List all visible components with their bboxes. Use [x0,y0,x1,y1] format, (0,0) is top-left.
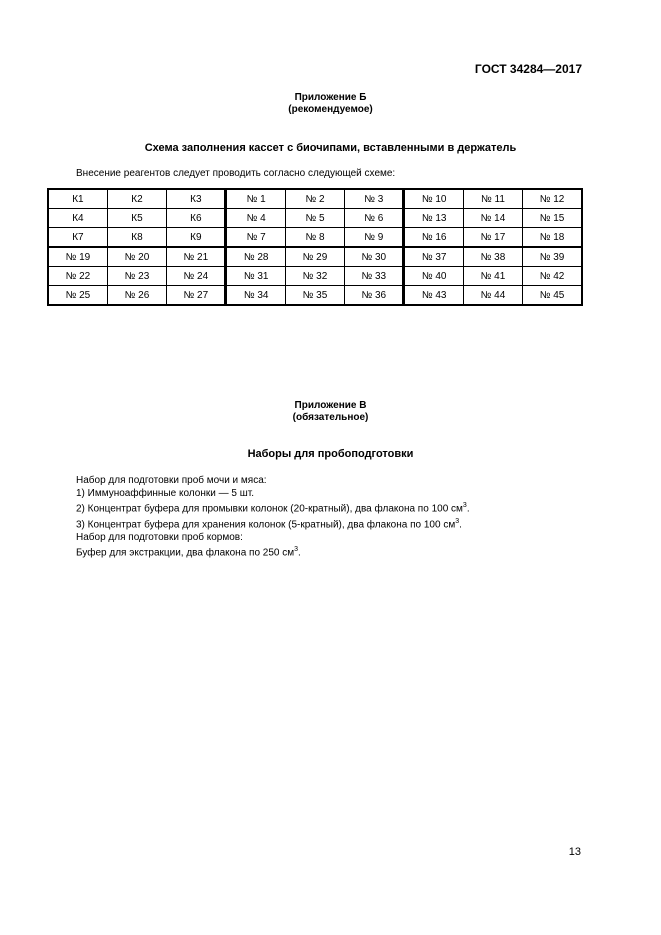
table-cell: № 26 [107,286,166,306]
list-item [76,532,470,545]
list-item-text: 2) Концентрат буфера для промывки колонок (20-кратный), два флакона по 100 см [76,503,463,515]
list-item [76,475,470,488]
page-number: 13 [568,846,581,858]
table-cell: № 38 [463,247,522,267]
table-cell: № 11 [463,189,522,209]
list-item: Буфер для экстракции, два флакона по 250 $см^3$. [76,546,301,559]
table-cell: К3 [167,189,226,209]
table-cell: № 27 [167,286,226,306]
table-cell: № 30 [345,247,404,267]
table-cell: № 17 [463,228,522,248]
annex-b-status: (рекомендуемое) [288,104,373,115]
table-cell: № 20 [107,247,166,267]
list-item-text: 1) Иммуноаффинные колонки — 5 шт. [76,487,254,499]
table-row [48,189,582,209]
table-cell: № 15 [523,209,582,228]
table-cell: № 32 [285,267,344,286]
table-cell: № 19 [48,247,107,267]
table-cell: К1 [48,189,107,209]
table-row [48,209,582,228]
table-cell: № 5 [285,209,344,228]
list-item-text: Набор для подготовки проб мочи и мяса: [76,475,267,486]
table-cell: № 42 [523,267,582,286]
table-cell: № 9 [345,228,404,248]
list-item [76,488,470,501]
table-cell: № 7 [226,228,285,248]
table-cell: К6 [167,209,226,228]
annex-b-title: Приложение Б [294,92,367,103]
table-cell: № 37 [404,247,463,267]
table-cell: К5 [107,209,166,228]
list-item: 2) Концентрат буфера для промывки колонок (20-кратный), два флакона по 100 $см^3$. [76,502,470,515]
annex-b-heading: Схема заполнения кассет с биочипами, вставленными в держатель [144,142,517,154]
table-cell: К8 [107,228,166,248]
unit-superscript: 3 [462,502,467,509]
table-cell: № 3 [345,189,404,209]
standard-number: ГОСТ 34284—2017 [474,62,582,76]
table-cell: № 36 [345,286,404,306]
table-cell: № 10 [404,189,463,209]
table-cell: № 4 [226,209,285,228]
table-cell: № 43 [404,286,463,306]
table-cell: № 34 [226,286,285,306]
table-cell: К2 [107,189,166,209]
table-cell: № 8 [285,228,344,248]
table-row [48,267,582,286]
table-cell: № 45 [523,286,582,306]
table-cell: № 24 [167,267,226,286]
list-item-text: Буфер для экстракции, два флакона по 250 см [76,547,295,559]
annex-b-intro: Внесение реагентов следует проводить согласно следующей схеме: [76,168,396,179]
table-cell: № 39 [523,247,582,267]
table-cell: № 14 [463,209,522,228]
annex-v-title: Приложение В [294,400,367,411]
table-cell: № 41 [463,267,522,286]
table-cell: № 1 [226,189,285,209]
list-item-text: Набор для подготовки проб кормов: [76,531,243,543]
table-cell: № 22 [48,267,107,286]
table-cell: № 6 [345,209,404,228]
table-cell: № 2 [285,189,344,209]
list-item: 3) Концентрат буфера для хранения колонок (5-кратный), два флакона по 100 $см^3$. [76,517,462,531]
table-cell: № 29 [285,247,344,267]
unit-superscript: 3 [294,546,299,554]
unit-superscript: 3 [455,517,460,525]
table-cell: № 18 [523,228,582,248]
table-cell: № 13 [404,209,463,228]
table-cell: № 44 [463,286,522,306]
table-cell: № 40 [404,267,463,286]
table-cell: № 31 [226,267,285,286]
cassette-scheme-table [47,188,583,306]
table-cell: № 21 [167,247,226,267]
table-cell: № 23 [107,267,166,286]
table-cell: № 35 [285,286,344,306]
table-row [48,247,582,267]
annex-v-heading: Наборы для пробоподготовки [247,448,414,460]
table-cell: № 16 [404,228,463,248]
table-cell: № 33 [345,267,404,286]
annex-v-status: (обязательное) [292,412,369,423]
table-cell: № 12 [523,189,582,209]
table-row [48,228,582,248]
list-item-text: 3) Концентрат буфера для хранения колонок (5-кратный), два флакона по 100 см [76,519,456,531]
table-cell: № 25 [48,286,107,306]
sample-prep-kit-list [76,475,470,560]
table-cell: К9 [167,228,226,248]
table-row [48,286,582,306]
table-cell: № 28 [226,247,285,267]
table-cell: К7 [48,228,107,248]
table-cell: К4 [48,209,107,228]
